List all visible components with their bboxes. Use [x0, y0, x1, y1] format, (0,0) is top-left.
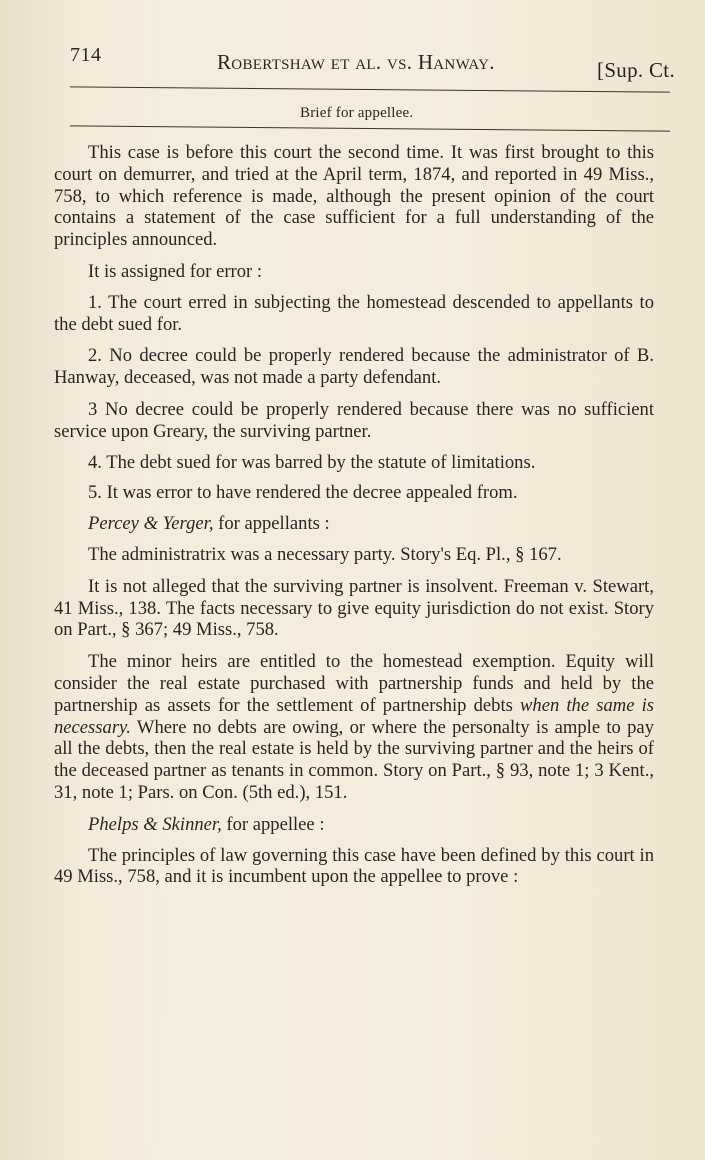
counsel-for-appellants	[54, 513, 654, 535]
error-item-3: 3 No decree could be properly rendered because there was no sufficient service upon Greary, the surviving partner.	[54, 398, 654, 442]
appellee-principles-paragraph: The principles of law governing this case have been defined by this court in 49 Miss., 758, and it is incumbent upon the appellee to prove :	[54, 844, 654, 888]
page-header	[70, 42, 675, 82]
homestead-text-start: The minor heirs are entitled to the homestead exemption. Equity will consider the real estate purchased with partnership funds and held by the partnership as assets for the settlement of partnership debts	[54, 651, 654, 716]
appellee-counsel-names: Phelps & Skinner,	[88, 813, 222, 835]
error-item-4: 4. The debt sued for was barred by the statute of limitations.	[88, 451, 536, 473]
subheading-rule	[70, 125, 670, 131]
appellee-counsel-role: for appellee :	[221, 813, 325, 835]
appellants-counsel-names: Percey & Yerger,	[88, 513, 214, 535]
homestead-paragraph	[54, 651, 654, 804]
header-rule	[70, 86, 670, 92]
homestead-text-italic: when the same is necessary.	[54, 694, 655, 738]
section-subheading: Brief for appellee.	[300, 105, 414, 121]
case-history-paragraph: This case is before this court the second time. It was first brought to this court on demurrer, and tried at the April term, 1874, and reported in 49 Miss., 758, to which reference is made, although the present opinion of the court contains a statement of the case sufficient for a full understanding of the principles announced.	[54, 142, 654, 251]
running-title: Robertshaw et al. vs. Hanway.	[217, 50, 495, 74]
page-number: 714	[70, 44, 102, 66]
error-item-5: 5. It was error to have rendered the decree appealed from.	[88, 482, 518, 504]
page-body	[54, 142, 654, 898]
error-assignment-intro: It is assigned for error :	[88, 260, 263, 282]
error-item-2: 2. No decree could be properly rendered because the administrator of B. Hanway, deceased, was not made a party defendant.	[54, 345, 654, 389]
appellants-counsel-role: for appellants :	[213, 513, 330, 535]
insolvency-paragraph: It is not alleged that the surviving partner is insolvent. Freeman v. Stewart, 41 Miss., 138. The facts necessary to give equity jurisdiction do not exist. Story on Part., § 367; 49 Miss., 758.	[54, 575, 654, 641]
counsel-for-appellee	[54, 814, 654, 836]
error-item-1: 1. The court erred in subjecting the homestead descended to appellants to the debt sued for.	[54, 291, 654, 335]
homestead-text-end: Where no debts are owing, or where the personalty is ample to pay all the debts, then the real estate is held by the surviving partner and the heirs of the deceased partner as tenants in common. Story on Part., § 93, note 1; 3 Kent., 31, note 1; Pars. on Con. (5th ed.), 151.	[54, 716, 654, 803]
court-reference: [Sup. Ct.	[597, 58, 675, 82]
administratrix-paragraph: The administratrix was a necessary party. Story's Eq. Pl., § 167.	[88, 543, 562, 565]
